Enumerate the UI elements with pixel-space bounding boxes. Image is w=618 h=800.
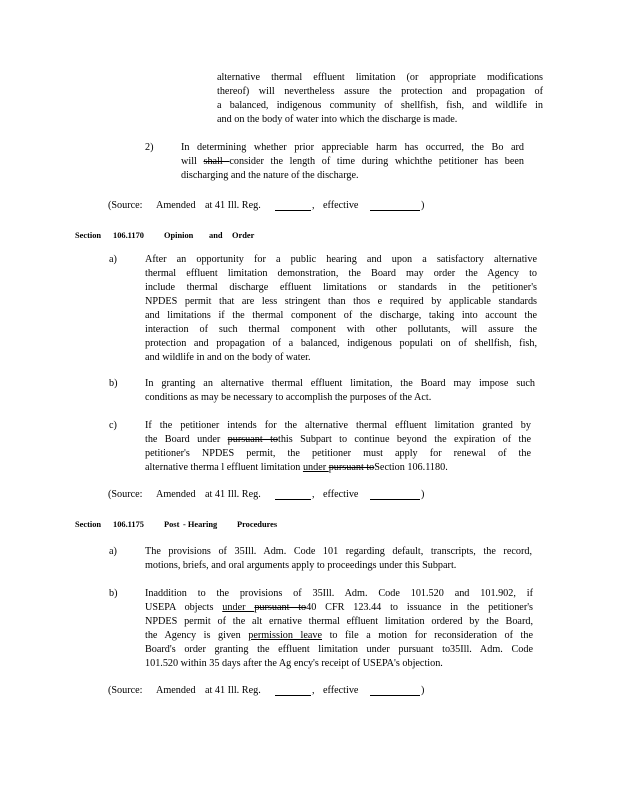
section-number: 106.1170 bbox=[113, 231, 144, 240]
text-line: protection and propagation of a balanced, indigenous populati on of shellfish, fish, bbox=[145, 338, 537, 349]
text-line: and limitations if the thermal component of the discharge, taking into account the bbox=[145, 310, 537, 321]
source-effective: effective bbox=[323, 200, 359, 211]
plain-text: the Board under bbox=[145, 434, 228, 445]
text-line: and wildlife in and on the body of water. bbox=[145, 352, 311, 363]
plain-text: alternative therma l effluent limitation bbox=[145, 462, 303, 473]
text-line bbox=[145, 601, 533, 615]
s1170-c-paragraph bbox=[145, 419, 531, 475]
item-label: a) bbox=[109, 546, 117, 557]
text-line: alternative thermal effluent limitation (or appropriate modifications bbox=[217, 72, 543, 83]
plain-text: USEPA objects bbox=[145, 602, 223, 613]
section-title-word: Post bbox=[164, 520, 180, 529]
text-line: interaction of such thermal component with other pollutants, will assure the bbox=[145, 324, 537, 335]
s1170-a-paragraph bbox=[145, 253, 537, 365]
plain-text: to file a motion for reconsideration of the bbox=[322, 630, 534, 641]
source-sep: , bbox=[312, 489, 315, 500]
text-line: 101.520 within 35 days after the Ag ency's receipt of USEPA's objection. bbox=[145, 658, 443, 669]
source-note bbox=[108, 488, 438, 504]
item-label: b) bbox=[109, 378, 118, 389]
source-close: ) bbox=[421, 489, 425, 500]
text-line bbox=[181, 155, 524, 169]
plain-text: this Subpart to continue beyond the expiration of the bbox=[278, 434, 531, 445]
reg-number-blank bbox=[275, 488, 311, 500]
source-close: ) bbox=[421, 685, 425, 696]
struck-text: pursuant to bbox=[227, 434, 278, 445]
plain-text: 40 CFR 123.44 to issuance in the petitioner's bbox=[306, 602, 534, 613]
source-amended: Amended bbox=[156, 200, 196, 211]
section-label: Section bbox=[75, 520, 102, 529]
text-line: Board's order granting the effluent limitation under pursuant to35Ill. Adm. Code bbox=[145, 644, 533, 655]
reg-number-blank bbox=[275, 199, 311, 211]
source-sep: , bbox=[312, 685, 315, 696]
plain-text: Section 106.1180. bbox=[374, 462, 448, 473]
text-line: NPDES permit of the alt ernative thermal effluent limitation ordered by the Board, bbox=[145, 616, 533, 627]
source-note bbox=[108, 199, 438, 215]
text-line bbox=[145, 629, 533, 643]
reg-number-blank bbox=[275, 684, 311, 696]
item-label: b) bbox=[109, 588, 118, 599]
source-effective: effective bbox=[323, 685, 359, 696]
plain-text: the Agency is given bbox=[145, 630, 249, 641]
inserted-text: consider the length of time during whichthe petitioner has been bbox=[229, 156, 524, 167]
source-label: (Source: bbox=[108, 200, 143, 211]
text-line: and on the body of water into which the discharge is made. bbox=[217, 114, 458, 125]
s1175-b-paragraph bbox=[145, 587, 533, 671]
section-heading bbox=[75, 518, 295, 532]
item-label: c) bbox=[109, 420, 117, 431]
text-line: NPDES permit that are less stringent than thos e required by applicable standards bbox=[145, 296, 537, 307]
inserted-text: will bbox=[181, 156, 204, 167]
text-line: petitioner's NPDES permit, the petitioner must apply for renewal of the bbox=[145, 448, 531, 459]
text-line: a balanced, indigenous community of shellfish, fish, and wildlife in bbox=[217, 100, 543, 111]
inserted-text: under bbox=[302, 462, 329, 473]
inserted-text: under bbox=[222, 602, 255, 613]
text-line bbox=[145, 461, 531, 475]
text-line: In determining whether prior appreciable harm has occurred, the Bo ard bbox=[181, 142, 524, 153]
effective-date-blank bbox=[370, 488, 420, 500]
section-title-word: Opinion bbox=[164, 231, 194, 240]
s1175-a-paragraph bbox=[145, 545, 532, 573]
text-line: motions, briefs, and oral arguments apply to proceedings under this Subpart. bbox=[145, 560, 457, 571]
source-reg: at 41 Ill. Reg. bbox=[205, 200, 261, 211]
section-title-word: Order bbox=[232, 231, 255, 240]
source-amended: Amended bbox=[156, 489, 196, 500]
source-close: ) bbox=[421, 200, 425, 211]
section-title-word: Procedures bbox=[237, 520, 278, 529]
text-line: include thermal discharge effluent limitations or standards in the petitioner's bbox=[145, 282, 537, 293]
text-line: In granting an alternative thermal effluent limitation, the Board may impose such bbox=[145, 378, 535, 389]
item-2-paragraph bbox=[181, 141, 524, 183]
section-number: 106.1175 bbox=[113, 520, 144, 529]
effective-date-blank bbox=[370, 684, 420, 696]
text-line: The provisions of 35Ill. Adm. Code 101 regarding default, transcripts, the record, bbox=[145, 546, 532, 557]
effective-date-blank bbox=[370, 199, 420, 211]
item-label: 2) bbox=[145, 142, 154, 153]
source-effective: effective bbox=[323, 489, 359, 500]
struck-text: pursuant to bbox=[254, 602, 307, 613]
struck-text: shall bbox=[203, 156, 230, 167]
text-line: conditions as may be necessary to accomplish the purposes of the Act. bbox=[145, 392, 432, 403]
section-title-word: and bbox=[209, 231, 223, 240]
text-line: thereof) will nevertheless assure the protection and propagation of bbox=[217, 86, 543, 97]
text-line: If the petitioner intends for the alternative thermal effluent limitation granted by bbox=[145, 420, 531, 431]
text-line bbox=[145, 433, 531, 447]
text-line: After an opportunity for a public hearing and upon a satisfactory alternative bbox=[145, 254, 537, 265]
text-line: discharging and the nature of the discharge. bbox=[181, 170, 359, 181]
text-line: thermal effluent limitation demonstration, the Board may order the Agency to bbox=[145, 268, 537, 279]
inserted-text: permission leave bbox=[248, 630, 323, 641]
struck-text: pursuant to bbox=[328, 462, 375, 473]
source-note bbox=[108, 684, 438, 700]
source-sep: , bbox=[312, 200, 315, 211]
section-title-word: - Hearing bbox=[183, 520, 218, 529]
s1170-b-paragraph bbox=[145, 377, 535, 405]
section-heading bbox=[75, 229, 275, 243]
source-reg: at 41 Ill. Reg. bbox=[205, 489, 261, 500]
source-label: (Source: bbox=[108, 685, 143, 696]
source-label: (Source: bbox=[108, 489, 143, 500]
item-label: a) bbox=[109, 254, 117, 265]
section-label: Section bbox=[75, 231, 102, 240]
continuation-paragraph bbox=[217, 71, 543, 127]
text-line: Inaddition to the provisions of 35Ill. Adm. Code 101.520 and 101.902, if bbox=[145, 588, 533, 599]
source-reg: at 41 Ill. Reg. bbox=[205, 685, 261, 696]
source-amended: Amended bbox=[156, 685, 196, 696]
